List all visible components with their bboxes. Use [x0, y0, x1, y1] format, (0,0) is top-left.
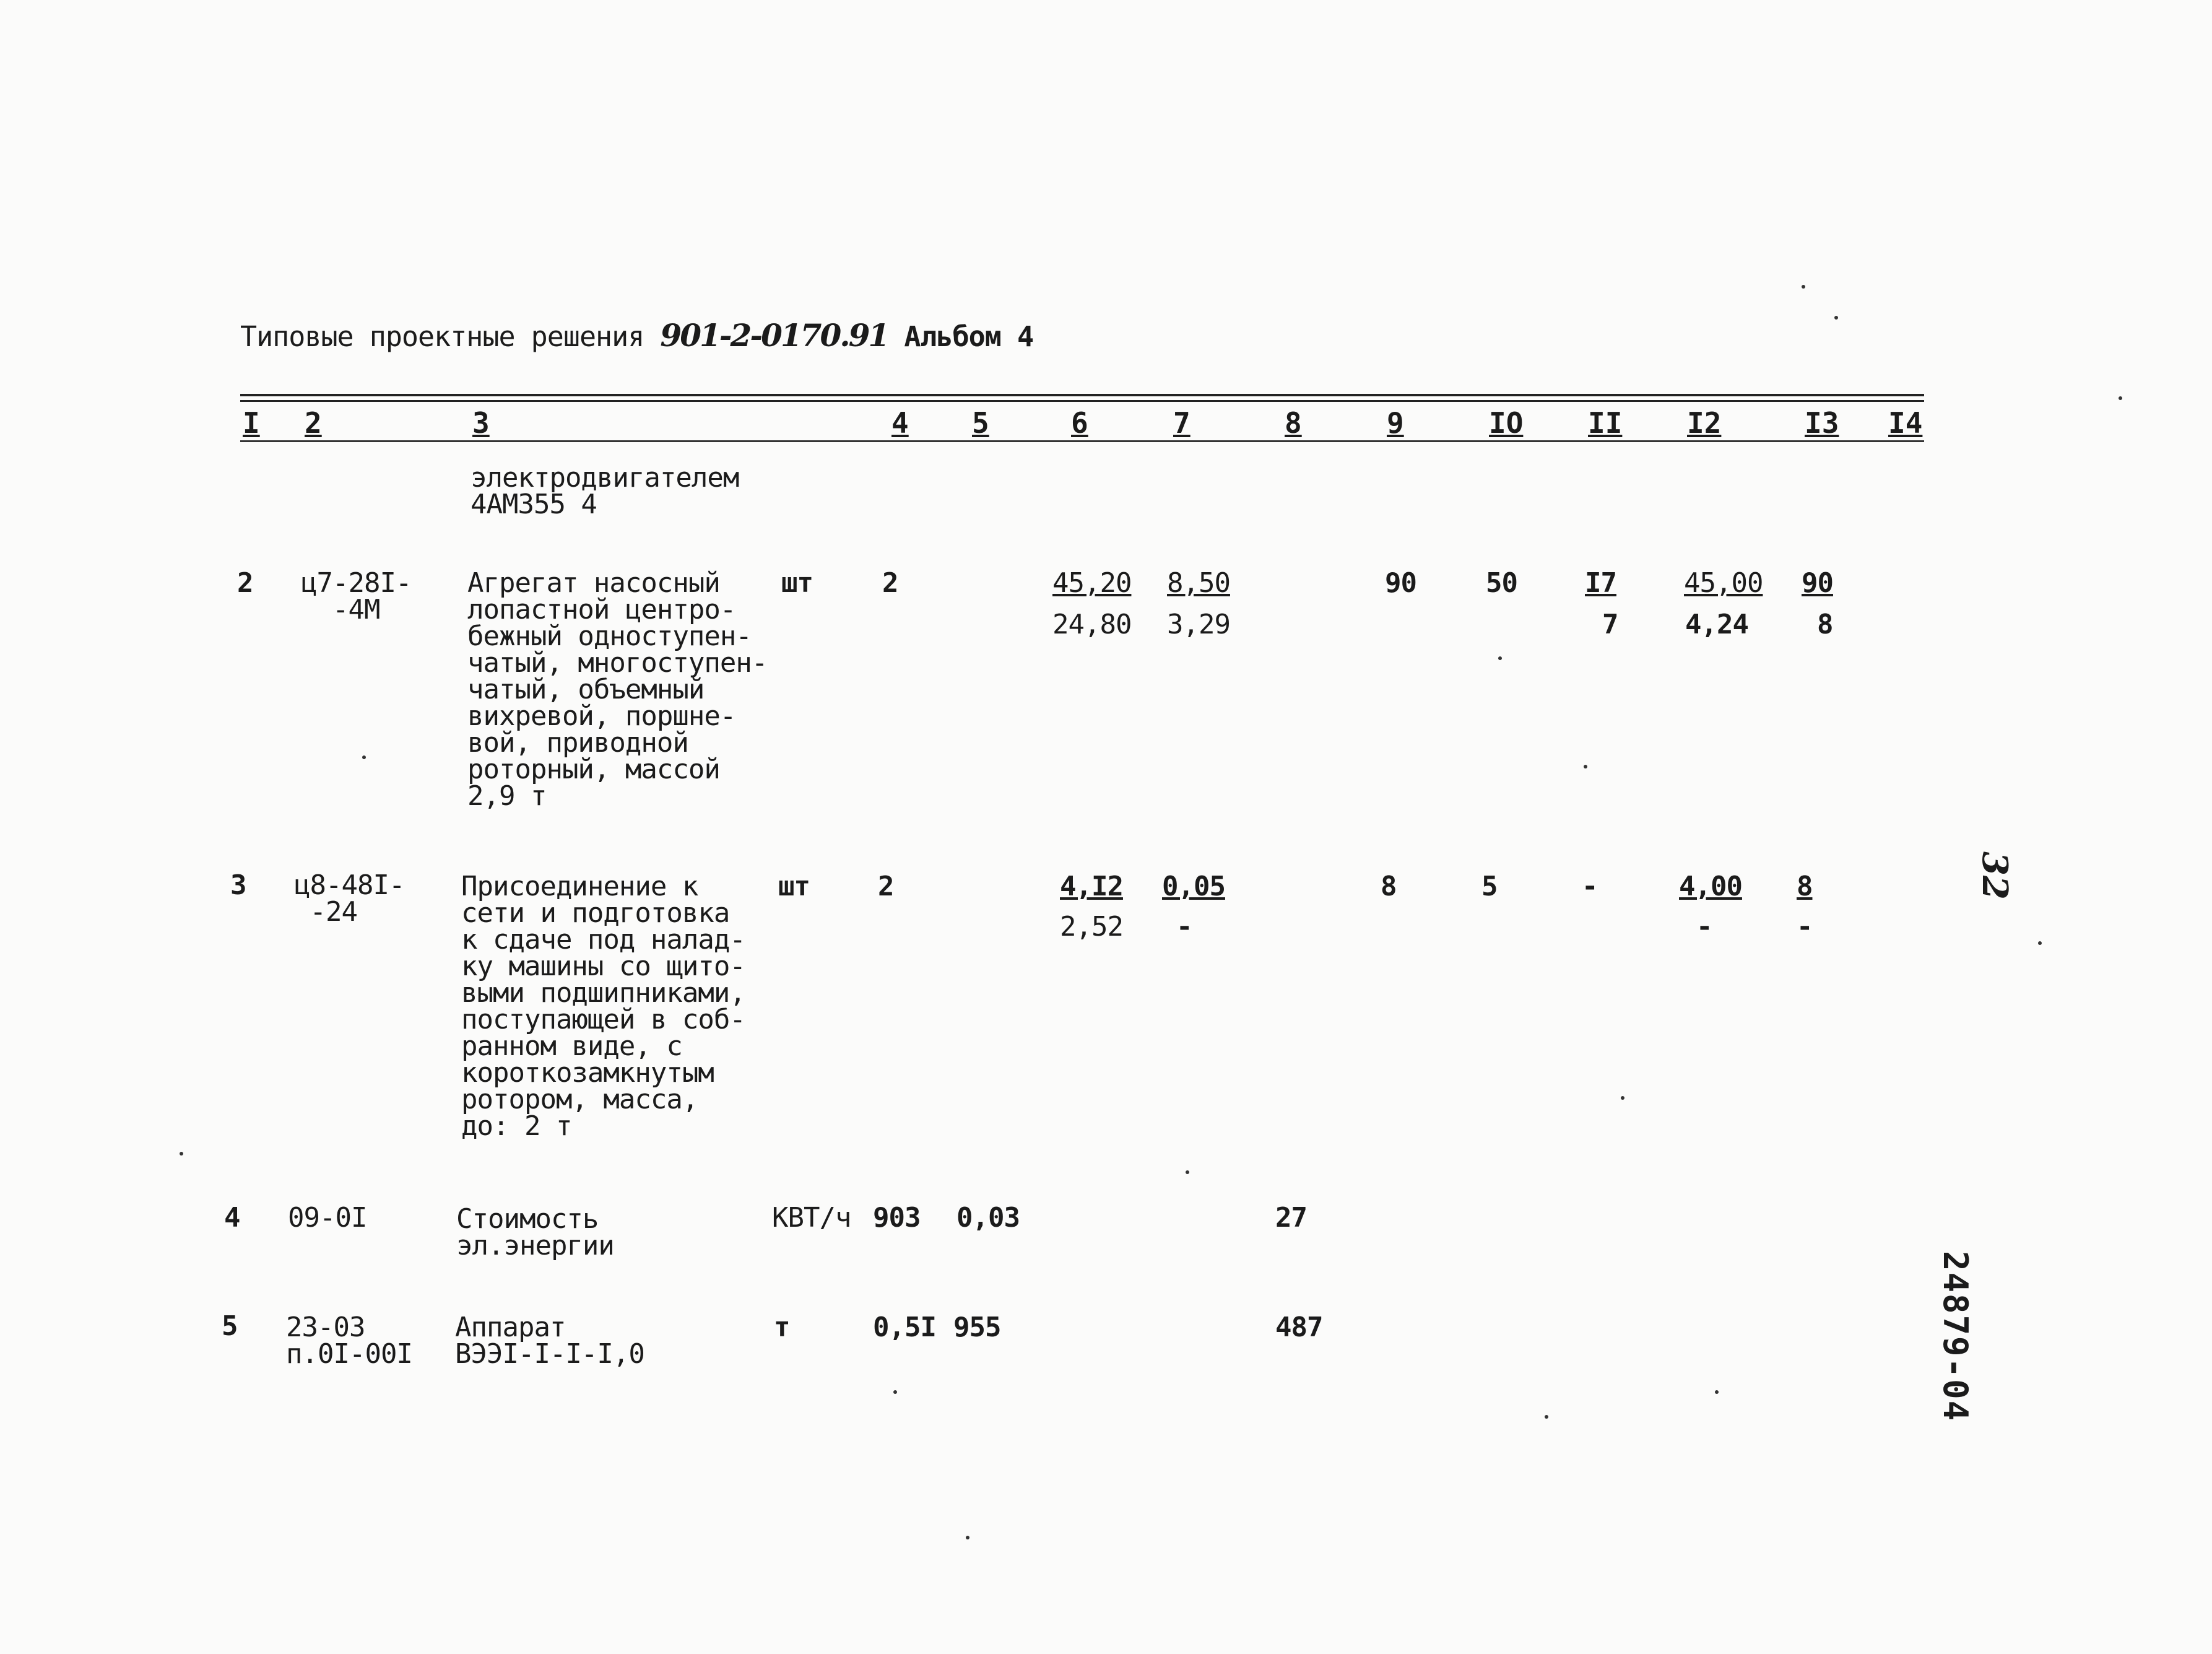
row-col9: 90	[1385, 567, 1416, 599]
row-col12-top: 4,00	[1679, 871, 1742, 902]
column-number: 4	[891, 406, 909, 440]
row-col10: 5	[1481, 871, 1498, 902]
column-number: 2	[305, 406, 322, 440]
row-unit: КВТ/ч	[772, 1202, 851, 1234]
row-col13-bottom: 8	[1817, 609, 1833, 640]
row-unit: т	[774, 1312, 790, 1343]
row-number: 3	[230, 869, 246, 901]
row-col6-bottom: 24,80	[1052, 609, 1132, 640]
document-side-number: 24879-04	[1936, 1251, 1975, 1422]
row-col13-top: 8	[1797, 871, 1813, 902]
row-col13-bottom: -	[1797, 911, 1813, 942]
row-col12-bottom: 4,24	[1685, 609, 1748, 640]
row-quantity: 2	[882, 567, 898, 599]
column-number: 5	[972, 406, 989, 440]
header-title: Типовые проектные решения	[240, 320, 644, 353]
row-col11-top: I7	[1585, 567, 1616, 599]
column-number: I2	[1687, 406, 1722, 440]
row-col5: 0,03	[956, 1202, 1020, 1234]
row-col6-bottom: 2,52	[1060, 911, 1123, 942]
column-number: I4	[1888, 406, 1923, 440]
column-number: IO	[1489, 406, 1524, 440]
table-top-rule-second	[240, 400, 1924, 402]
row-code: ц8-48I- -24	[294, 869, 405, 928]
row-number: 5	[222, 1310, 238, 1342]
row-col6-top: 4,I2	[1060, 871, 1123, 902]
row-description: Стоимость эл.энергии	[456, 1203, 614, 1261]
table-top-rule	[240, 394, 1924, 396]
row-number: 2	[237, 567, 253, 599]
header-album: Альбом 4	[904, 320, 1034, 353]
row-code: 23-03 п.0I-00I	[286, 1312, 412, 1370]
column-number: 9	[1387, 406, 1404, 440]
column-number: I	[243, 406, 260, 440]
row-quantity: 2	[878, 871, 894, 902]
row-col8: 27	[1275, 1202, 1307, 1234]
column-number: 7	[1173, 406, 1191, 440]
column-number: II	[1588, 406, 1623, 440]
row-col7-top: 8,50	[1167, 567, 1230, 599]
row-col12-top: 45,00	[1684, 567, 1763, 599]
row-col7-bottom: 3,29	[1167, 609, 1230, 640]
row-col7-bottom: -	[1176, 911, 1192, 942]
row-col11-top: -	[1582, 871, 1598, 902]
row-unit: шт	[781, 567, 813, 599]
row-col8: 487	[1275, 1312, 1323, 1343]
column-number: 3	[472, 406, 490, 440]
row-col10: 50	[1486, 567, 1517, 599]
column-number: 8	[1285, 406, 1302, 440]
row-number: 4	[224, 1202, 240, 1234]
column-number: 6	[1071, 406, 1088, 440]
row-description: Аппарат ВЭЭI-I-I-I,0	[455, 1312, 644, 1370]
row-quantity: 903	[873, 1202, 921, 1234]
row-col6-top: 45,20	[1052, 567, 1132, 599]
header-doc-number: 901-2-0170.91	[660, 317, 888, 354]
row-col5: 955	[953, 1312, 1001, 1343]
row-code: 09-0I	[288, 1202, 367, 1234]
row-col12-bottom: -	[1696, 911, 1712, 942]
page-mark: 32	[1974, 851, 2015, 900]
row-col13-top: 90	[1802, 567, 1833, 599]
row-col9: 8	[1381, 871, 1397, 902]
row-code: ц7-28I- -4М	[301, 567, 412, 625]
row-col11-bottom: 7	[1602, 609, 1618, 640]
row-description: Присоединение к сети и подготовка к сдаче под налад- ку машины со щито- выми подшипниками, поступающей в соб- ранном виде, с короткозамкнутым ротором, масса, до: 2 т	[461, 871, 745, 1142]
column-header-rule	[240, 440, 1924, 442]
row-quantity: 0,5I	[873, 1312, 936, 1343]
row-description: Агрегат насосный лопастной центро- бежный одноступен- чатый, многоступен- чатый, объемный вихревой, поршне- вой, приводной роторный, массой 2,9 т	[467, 567, 768, 812]
document-header	[240, 317, 1033, 354]
column-number: I3	[1805, 406, 1839, 440]
row-col7-top: 0,05	[1162, 871, 1225, 902]
row-description: электродвигателем 4АМ355 4	[471, 462, 739, 520]
row-unit: шт	[778, 871, 810, 902]
